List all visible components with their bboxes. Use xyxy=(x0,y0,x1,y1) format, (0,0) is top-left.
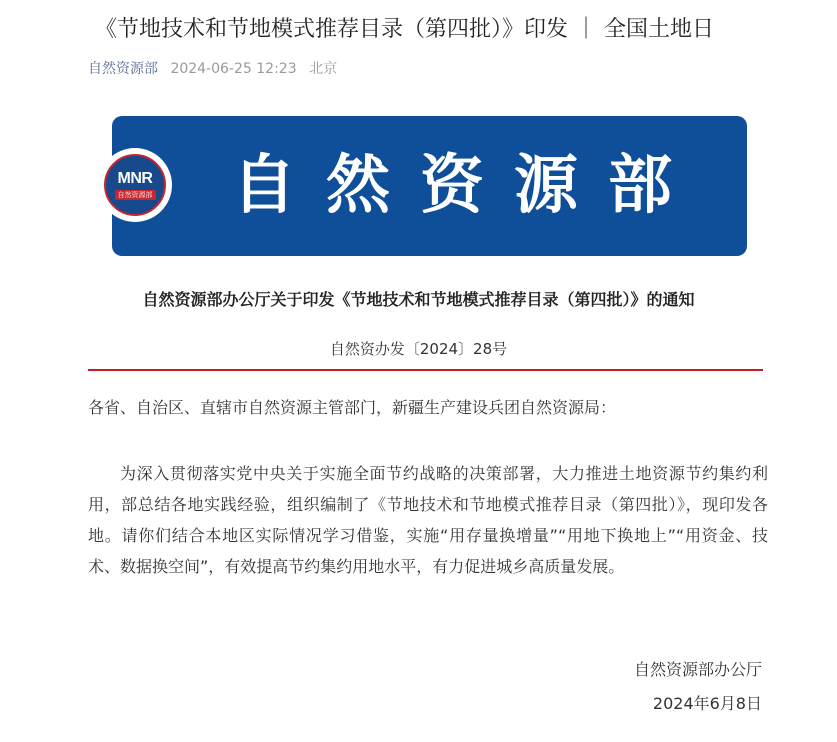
notice-title: 自然资源部办公厅关于印发《节地技术和节地模式推荐目录（第四批）》的通知 xyxy=(142,290,695,309)
signature-date: 2024年6月8日 xyxy=(652,694,762,713)
red-divider xyxy=(88,369,763,371)
article-title: 《节地技术和节地模式推荐目录（第四批）》印发 ｜ 全国土地日 xyxy=(95,17,714,42)
signature-org: 自然资源部办公厅 xyxy=(633,660,762,679)
notice-body: 为深入贯彻落实党中央关于实施全面节约战略的决策部署，大力推进土地资源节约集约利用，部总结各地实践经验，组织编制了《节地技术和节地模式推荐目录（第四批）》，现印发各地。请你们结合本地区实际情况学习借鉴，实施“用存量换增量”“用地下换地上”“用资金、技术、数据换空间”，有效提高节约集约用地水平，有力促进城乡高质量发展。 xyxy=(88,464,768,576)
publish-location: 北京 xyxy=(309,61,338,77)
source-account-link[interactable]: 自然资源部 xyxy=(88,61,158,77)
publish-time: 2024-06-25 12:23 xyxy=(170,61,297,77)
mnr-logo-text: MNR xyxy=(117,170,153,187)
banner-text: 自然资源部 xyxy=(232,148,702,223)
notice-addressee: 各省、自治区、直辖市自然资源主管部门，新疆生产建设兵团自然资源局： xyxy=(88,398,617,417)
document-number: 自然资办发〔2024〕28号 xyxy=(329,340,508,358)
article-meta xyxy=(88,58,337,80)
mnr-logo-subtext: 自然资源部 xyxy=(115,190,156,200)
mnr-logo-icon xyxy=(104,154,166,216)
